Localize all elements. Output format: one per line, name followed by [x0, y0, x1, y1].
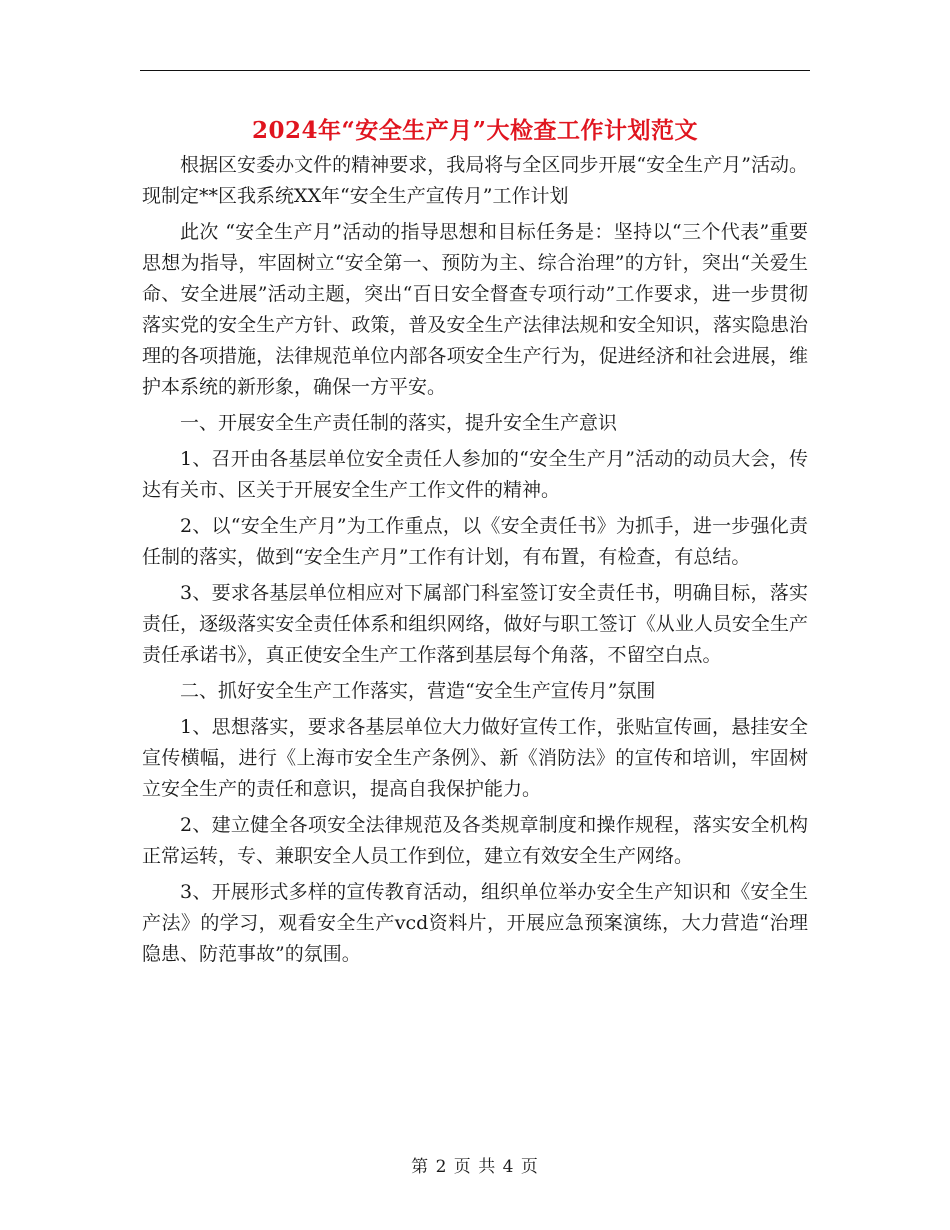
page-number: 第 2 页 共 4 页 [411, 1157, 539, 1177]
paragraph-guiding-ideology: 此次 “安全生产月”活动的指导思想和目标任务是：坚持以“三个代表”重要思想为指导，牢固树立“安全第一、预防为主、综合治理”的方针，突出“关爱生命、安全进展”活动主题，突出“百日安全督查专项行动”工作要求，进一步贯彻落实党的安全生产方针、政策，普及安全生产法律法规和安全知识，落实隐患治理的各项措施，法律规范单位内部各项安全生产行为，促进经济和社会进展，维护本系统的新形象，确保一方平安。 [142, 221, 808, 398]
paragraph-2-1: 1、思想落实，要求各基层单位大力做好宣传工作，张贴宣传画，悬挂安全宣传横幅，进行《上海市安全生产条例》、新《消防法》的宣传和培训，牢固树立安全生产的责任和意识，提高自我保护能力。 [142, 716, 808, 800]
document-body [142, 150, 808, 975]
paragraph-2-2: 2、建立健全各项安全法律规范及各类规章制度和操作规程，落实安全机构正常运转，专、兼职安全人员工作到位，建立有效安全生产网络。 [142, 814, 808, 867]
document-title: 2024年“安全生产月”大检查工作计划范文 [252, 117, 698, 144]
header-rule [140, 70, 810, 71]
section-heading-2: 二、抓好安全生产工作落实，营造“安全生产宣传月”氛围 [180, 680, 656, 702]
paragraph-1-3: 3、要求各基层单位相应对下属部门科室签订安全责任书，明确目标，落实责任，逐级落实安全责任体系和组织网络，做好与职工签订《从业人员安全生产责任承诺书》，真正使安全生产工作落到基层每个角落，不留空白点。 [142, 582, 808, 666]
paragraph-1-2: 2、以“安全生产月”为工作重点，以《安全责任书》为抓手，进一步强化责任制的落实，做到“安全生产月”工作有计划，有布置，有检查，有总结。 [142, 515, 808, 568]
paragraph-1-1: 1、召开由各基层单位安全责任人参加的“安全生产月”活动的动员大会，传达有关市、区关于开展安全生产工作文件的精神。 [142, 448, 808, 501]
section-heading-1: 一、开展安全生产责任制的落实，提升安全生产意识 [180, 412, 618, 434]
paragraph-intro: 根据区安委办文件的精神要求，我局将与全区同步开展“安全生产月”活动。现制定**区我系统XX年“安全生产宣传月”工作计划 [142, 154, 808, 207]
paragraph-2-3: 3、开展形式多样的宣传教育活动，组织单位举办安全生产知识和《安全生产法》的学习，观看安全生产vcd资料片，开展应急预案演练，大力营造“治理隐患、防范事故”的氛围。 [142, 881, 808, 965]
